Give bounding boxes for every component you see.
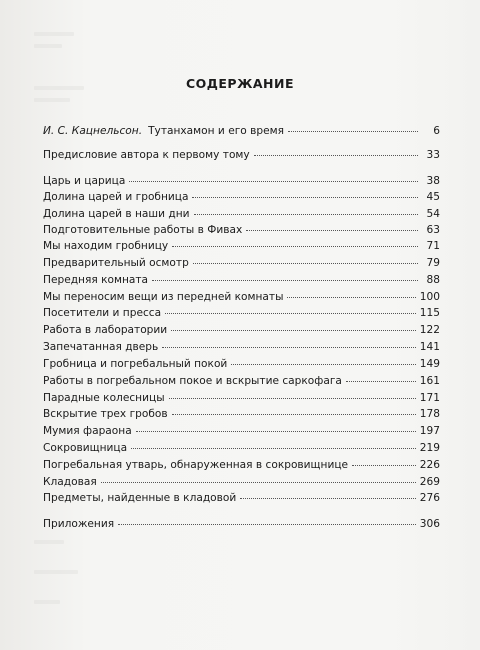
dot-leader: [254, 145, 418, 156]
toc-entry-title: Работа в лаборатории: [43, 324, 168, 336]
toc-entry-page: 38: [426, 175, 440, 187]
toc-entry-title: Приложения: [43, 518, 115, 530]
dot-leader: [172, 404, 416, 415]
toc-entry-title: Сокровищница: [43, 442, 128, 454]
toc-entry-title: Парадные колесницы: [43, 392, 165, 404]
toc-entry-page: 161: [419, 375, 440, 387]
show-through-text: [34, 600, 60, 604]
toc-entry-page: 219: [419, 442, 440, 454]
dot-leader: [171, 320, 416, 331]
toc-entry: [43, 305, 440, 321]
show-through-text: [34, 540, 64, 544]
toc-entry-page: 88: [426, 274, 440, 286]
toc-entry-title: Предметы, найденные в кладовой: [43, 492, 237, 504]
toc-entry-title: Вскрытие трех гробов: [43, 408, 168, 420]
show-through-text: [34, 570, 78, 574]
toc-entry: [43, 147, 440, 163]
toc-entry-title: Работы в погребальном покое и вскрытие саркофага: [43, 375, 342, 387]
show-through-text: [34, 98, 70, 102]
toc-entry-page: 269: [419, 476, 440, 488]
toc-entry: [43, 189, 440, 205]
toc-entry-title: Мумия фараона: [43, 425, 132, 437]
toc-entry-title: Посетители и пресса: [43, 307, 162, 319]
toc-entry-page: 79: [426, 257, 440, 269]
show-through-text: [34, 32, 74, 36]
toc-entry: [43, 373, 440, 389]
toc-entry-page: 171: [419, 392, 440, 404]
toc-entry: [43, 322, 440, 338]
dot-leader: [129, 171, 418, 182]
dot-leader: [101, 472, 416, 483]
toc-entry: [43, 356, 440, 372]
toc-entry-title: Предисловие автора к первому тому: [43, 149, 250, 161]
toc-entry-page: 63: [426, 224, 440, 236]
toc-entry-title: Подготовительные работы в Фивах: [43, 224, 243, 236]
toc-entry-title: Долина царей в наши дни: [43, 208, 190, 220]
toc-entry: [43, 123, 440, 139]
page-title: СОДЕРЖАНИЕ: [185, 76, 295, 91]
toc-entry: [43, 339, 440, 355]
toc-entry-title: Предварительный осмотр: [43, 257, 189, 269]
dot-leader: [346, 371, 416, 382]
toc-entry-title: Мы находим гробницу: [43, 240, 169, 252]
toc-entry-page: 178: [419, 408, 440, 420]
toc-entry-page: 276: [419, 492, 440, 504]
toc-entry-author: И. С. Кацнельсон.: [43, 125, 143, 137]
dot-leader: [172, 236, 418, 247]
toc-entry-page: 306: [419, 518, 440, 530]
toc-entry: [43, 516, 440, 532]
toc-entry-title: Запечатанная дверь: [43, 341, 159, 353]
toc-entry-title: Царь и царица: [43, 175, 126, 187]
dot-leader: [118, 514, 416, 525]
toc-entry-page: 71: [426, 240, 440, 252]
dot-leader: [288, 121, 418, 132]
dot-leader: [131, 438, 416, 449]
show-through-text: [34, 44, 62, 48]
dot-leader: [352, 455, 416, 466]
toc-entry-page: 100: [419, 291, 440, 303]
dot-leader: [192, 187, 418, 198]
toc-entry-page: 33: [426, 149, 440, 161]
dot-leader: [194, 204, 418, 215]
toc-entry-title: Долина царей и гробница: [43, 191, 189, 203]
toc-entry-page: 45: [426, 191, 440, 203]
toc-entry-title: Тутанхамон и его время: [148, 125, 284, 137]
dot-leader: [240, 488, 416, 499]
toc-entry-page: 54: [426, 208, 440, 220]
dot-leader: [136, 421, 416, 432]
dot-leader: [193, 253, 418, 264]
toc-entry-page: 6: [433, 125, 440, 137]
toc-entry: [43, 490, 440, 506]
toc-entry: [43, 255, 440, 271]
toc-entry: [43, 457, 440, 473]
toc-entry-page: 141: [419, 341, 440, 353]
toc-entry-title: Мы переносим вещи из передней комнаты: [43, 291, 284, 303]
dot-leader: [231, 354, 415, 365]
dot-leader: [246, 220, 418, 231]
toc-entry-page: 226: [419, 459, 440, 471]
toc-entry: [43, 423, 440, 439]
toc-entry: [43, 440, 440, 456]
toc-entry: [43, 272, 440, 288]
toc-entry: [43, 406, 440, 422]
dot-leader: [162, 337, 415, 348]
toc-entry-page: 115: [419, 307, 440, 319]
dot-leader: [169, 388, 416, 399]
toc-entry-page: 197: [419, 425, 440, 437]
toc-entry-title: Гробница и погребальный покой: [43, 358, 228, 370]
toc-entry-page: 149: [419, 358, 440, 370]
toc-entry-title: Кладовая: [43, 476, 97, 488]
dot-leader: [165, 303, 416, 314]
toc-entry-page: 122: [419, 324, 440, 336]
dot-leader: [287, 287, 415, 298]
dot-leader: [152, 270, 418, 281]
toc-entry: [43, 238, 440, 254]
toc-entry-title: Передняя комната: [43, 274, 149, 286]
toc-entry-title: Погребальная утварь, обнаруженная в сокровищнице: [43, 459, 349, 471]
